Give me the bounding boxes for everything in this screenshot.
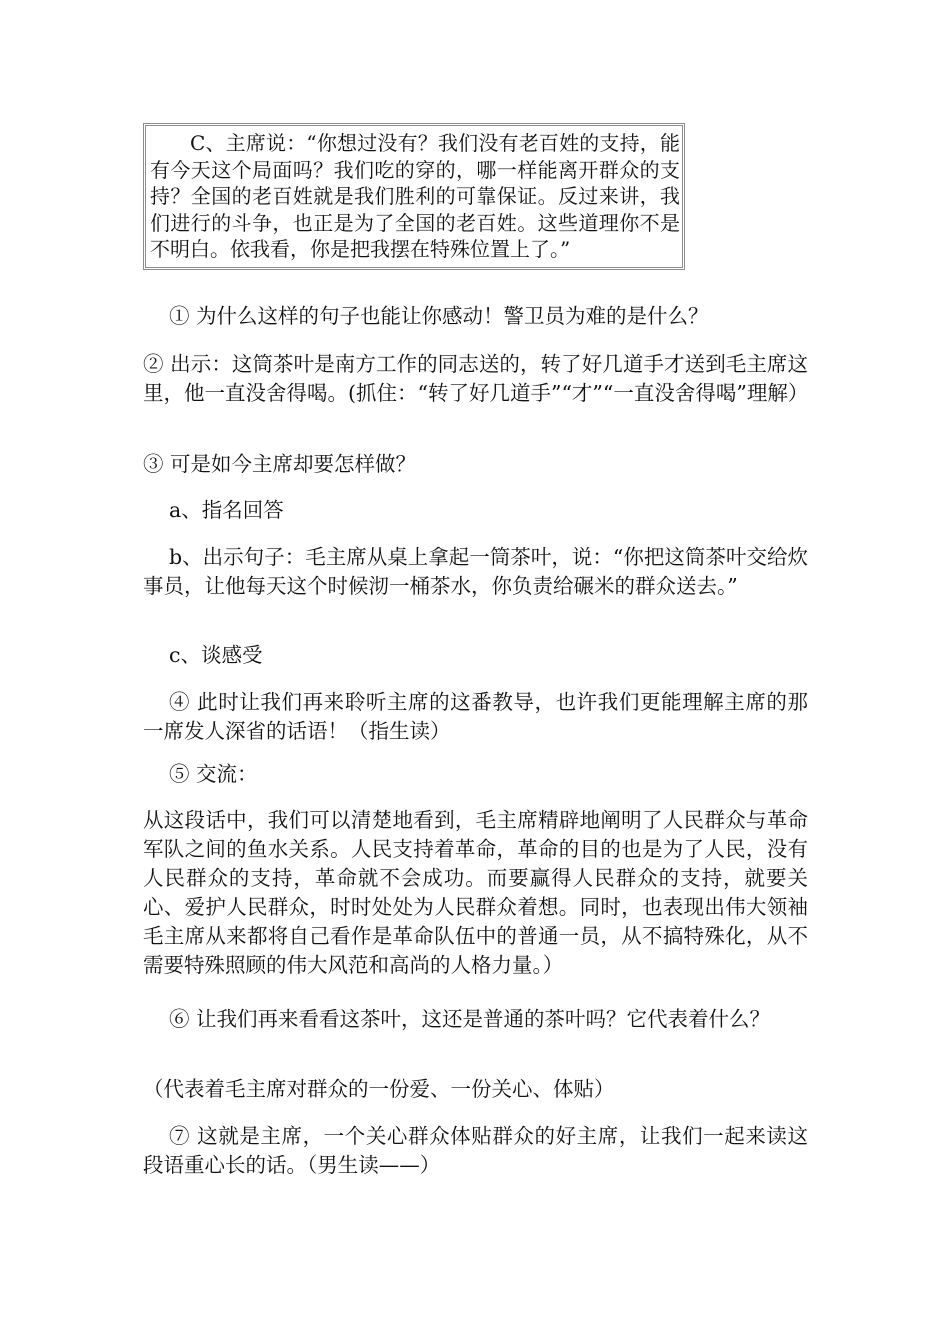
paragraph-show-tea: ② 出示：这筒茶叶是南方工作的同志送的，转了好几道手才送到毛主席这里，他一直没舍得喝。(抓住：“转了好几道手”“才”“一直没舍得喝”理解） — [143, 352, 809, 405]
quote-box — [143, 123, 685, 270]
paragraph-step-5: ⑤ 交流： — [169, 762, 258, 786]
paragraph-question-3: ③ 可是如今主席却要怎样做？ — [143, 452, 417, 476]
paragraph-discussion: 从这段话中，我们可以清楚地看到，毛主席精辟地阐明了人民群众与革命军队之间的鱼水关系。人民支持着革命，革命的目的也是为了人民，没有人民群众的支持，革命就不会成功。而要赢得人民群众的支持，就要关心、爱护人民群众，时时处处为人民群众着想。同时，也表现出伟大领袖毛主席从来都将自己看作是革命队伍中的普通一员，从不搞特殊化，从不需要特殊照顾的伟大风范和高尚的人格力量。） — [143, 808, 808, 977]
paragraph-step-4: ④ 此时让我们再来聆听主席的这番教导，也许我们更能理解主席的那一席发人深省的话语！（指生读） — [143, 690, 808, 743]
paragraph-item-c: c、谈感受 — [169, 643, 263, 667]
paragraph-question-1: ① 为什么这样的句子也能让你感动！警卫员为难的是什么？ — [169, 304, 709, 328]
paragraph-step-7: ⑦ 这就是主席，一个关心群众体贴群众的好主席，让我们一起来读这段语重心长的话。（男生读——） — [143, 1124, 808, 1177]
paragraph-answer-6: （代表着毛主席对群众的一份爱、一份关心、体贴） — [143, 1077, 615, 1101]
paragraph-item-a: a、指名回答 — [169, 498, 284, 522]
quote-text: C、主席说：“你想过没有？我们没有老百姓的支持，能有今天这个局面吗？我们吃的穿的，哪一样能离开群众的支持？全国的老百姓就是我们胜利的可靠保证。反过来讲，我们进行的斗争，也正是为了全国的老百姓。这些道理你不是不明白。依我看，你是把我摆在特殊位置上了。” — [150, 131, 680, 261]
paragraph-item-b: b、出示句子：毛主席从桌上拿起一筒茶叶，说：“你把这筒茶叶交给炊事员，让他每天这个时候沏一桶茶水，你负责给碾米的群众送去。” — [143, 545, 808, 598]
paragraph-step-6: ⑥ 让我们再来看看这茶叶，这还是普通的茶叶吗？它代表着什么？ — [169, 1007, 771, 1031]
